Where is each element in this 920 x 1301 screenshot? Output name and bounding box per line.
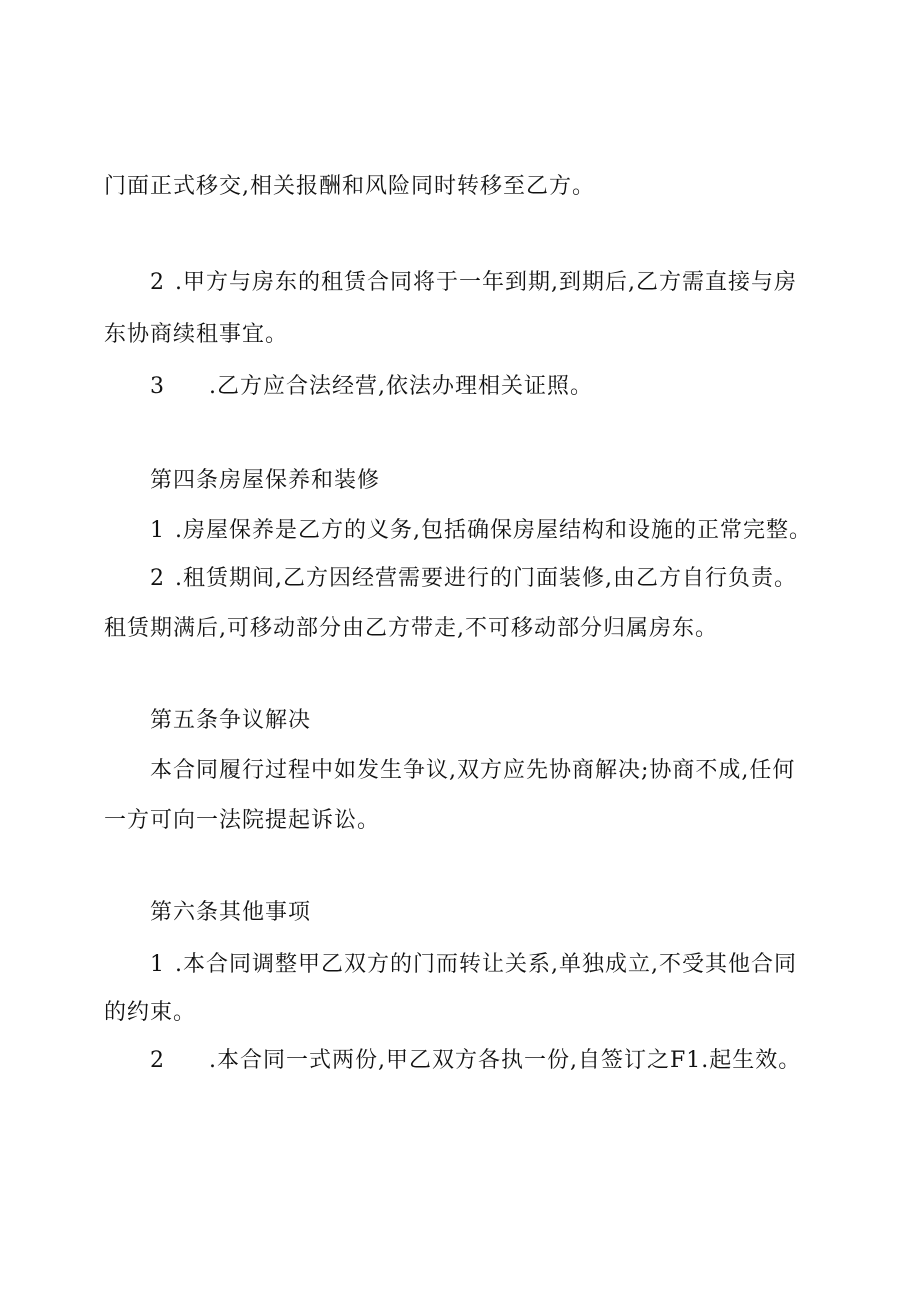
text-line [104, 172, 595, 202]
text-line-content: 本合同一式两份,甲乙双方各执一份,自签订之F1.起生效。 [217, 1048, 802, 1073]
list-dot: . [209, 1048, 217, 1073]
list-item [150, 950, 797, 980]
text-line [104, 806, 380, 836]
list-number: 3 [150, 374, 165, 399]
list-number: 1 [150, 952, 165, 977]
text-line-content: 租赁期满后,可移动部分由乙方带走,不可移动部分归属房东。 [104, 616, 718, 641]
text-line-content: 东协商续租事宜。 [104, 322, 289, 347]
section-heading-text: 第六条其他事项 [150, 900, 312, 925]
section-heading-text: 第五条争议解决 [150, 708, 312, 733]
text-line-content: 门面正式移交,相关报酬和风险同时转移至乙方。 [104, 174, 595, 199]
list-item [150, 372, 593, 402]
list-item [150, 516, 812, 546]
list-number: 2 [150, 566, 165, 591]
section-heading-text: 第四条房屋保养和装修 [150, 468, 381, 493]
list-dot: . [209, 374, 217, 399]
list-dot: . [175, 270, 183, 295]
text-line-content: 本合同履行过程中如发生争议,双方应先协商解决;协商不成,任何 [150, 758, 796, 783]
text-line [104, 614, 718, 644]
list-number: 1 [150, 518, 165, 543]
text-line-content: 租赁期间,乙方因经营需要进行的门面装修,由乙方自行负责。 [183, 566, 797, 591]
section-heading [150, 898, 311, 928]
text-line-content: 本合同调整甲乙双方的门而转让关系,单独成立,不受其他合同 [183, 952, 797, 977]
list-dot: . [175, 566, 183, 591]
list-number: 2 [150, 270, 165, 295]
text-line-content: 乙方应合法经营,依法办理相关证照。 [217, 374, 593, 399]
text-line [104, 998, 196, 1028]
text-line-content: 房屋保养是乙方的义务,包括确保房屋结构和设施的正常完整。 [183, 518, 812, 543]
list-item [150, 1046, 801, 1076]
list-item [150, 268, 797, 298]
text-line [150, 756, 795, 786]
list-dot: . [175, 952, 183, 977]
section-heading [150, 706, 311, 736]
text-line-content: 一方可向一法院提起诉讼。 [104, 808, 381, 833]
text-line [104, 320, 288, 350]
list-number: 2 [150, 1048, 165, 1073]
list-dot: . [175, 518, 183, 543]
section-heading [150, 466, 380, 496]
list-item [150, 564, 797, 594]
text-line-content: 甲方与房东的租赁合同将于一年到期,到期后,乙方需直接与房 [183, 270, 797, 295]
text-line-content: 的约束。 [104, 1000, 197, 1025]
